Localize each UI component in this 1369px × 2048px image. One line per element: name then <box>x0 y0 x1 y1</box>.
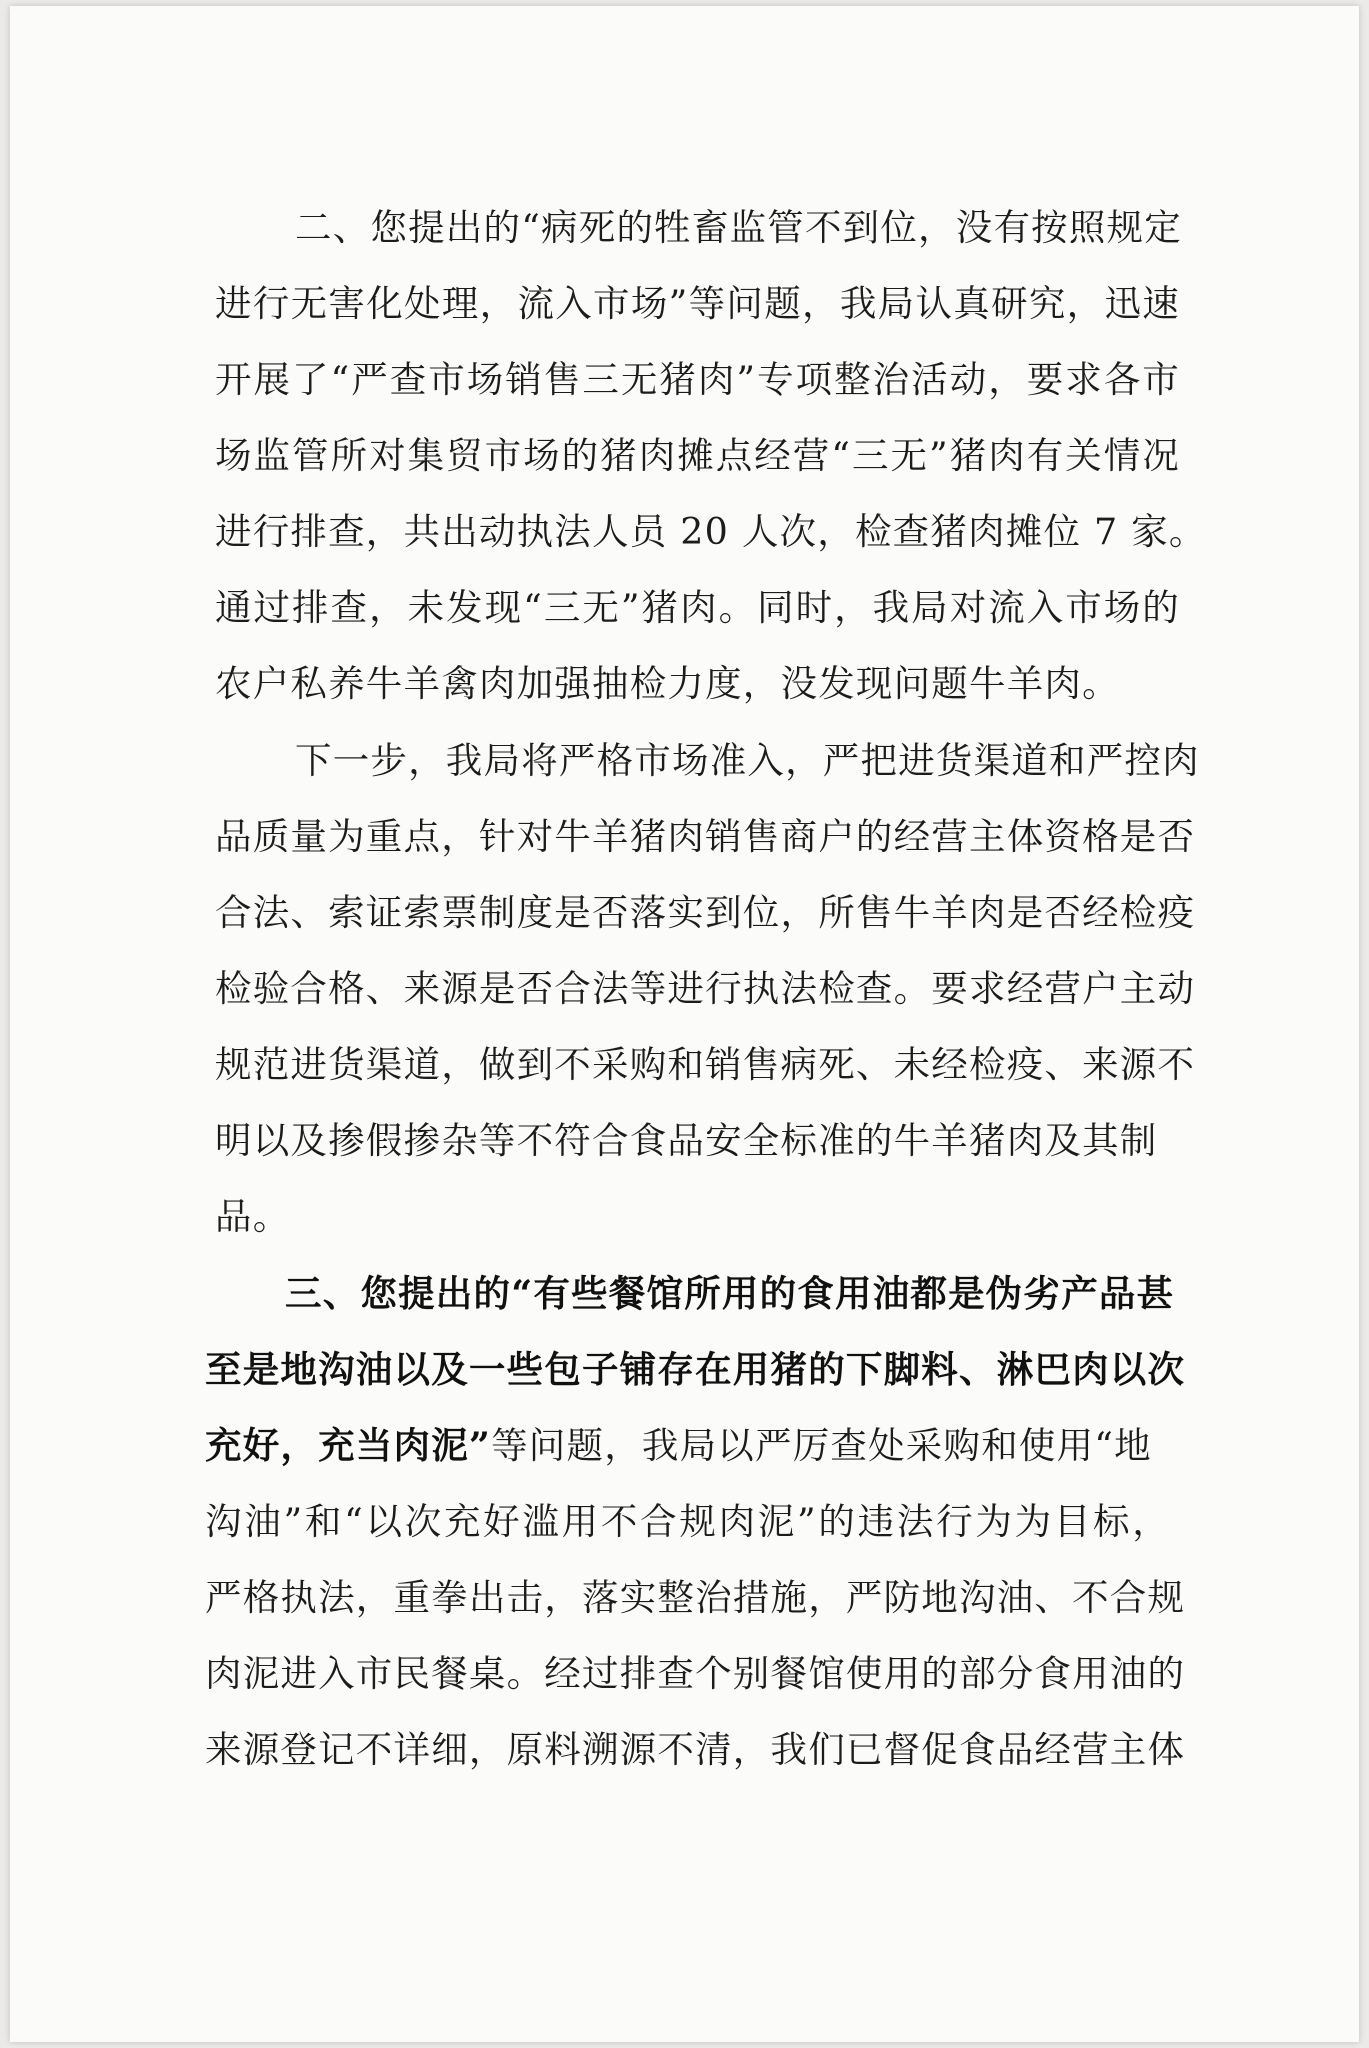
section-2-line-1: 二、您提出的“病死的牲畜监管不到位，没有按照规定 <box>295 206 1182 249</box>
next-step-line-5: 规范进货渠道，做到不采购和销售病死、未经检疫、来源不 <box>215 1043 1196 1086</box>
document-page <box>10 6 1359 2042</box>
section-3-line-4: 沟油”和“以次充好滥用不合规肉泥”的违法行为为目标， <box>205 1500 1170 1543</box>
next-step-line-4: 检验合格、来源是否合法等进行执法检查。要求经营户主动 <box>215 967 1196 1010</box>
section-3-line-3-regular: 等问题，我局以严厉查处采购和使用“地 <box>491 1424 1152 1467</box>
section-3-line-5: 严格执法，重拳出击，落实整治措施，严防地沟油、不合规 <box>205 1576 1186 1619</box>
next-step-line-2: 品质量为重点，针对牛羊猪肉销售商户的经营主体资格是否 <box>215 815 1196 858</box>
section-2-line-6: 通过排查，未发现“三无”猪肉。同时，我局对流入市场的 <box>215 586 1180 629</box>
section-3-line-1: 三、您提出的“有些餐馆所用的食用油都是伪劣产品甚 <box>285 1272 1175 1315</box>
next-step-line-3: 合法、索证索票制度是否落实到位，所售牛羊肉是否经检疫 <box>215 891 1196 934</box>
section-2-line-5: 进行排查，共出动执法人员 20 人次，检查猪肉摊位 7 家。 <box>215 510 1207 553</box>
section-2-line-2: 进行无害化处理，流入市场”等问题，我局认真研究，迅速 <box>215 282 1180 325</box>
section-3-line-7: 来源登记不详细，原料溯源不清，我们已督促食品经营主体 <box>205 1728 1186 1771</box>
section-3-line-6: 肉泥进入市民餐桌。经过排查个别餐馆使用的部分食用油的 <box>205 1652 1186 1695</box>
next-step-line-6: 明以及掺假掺杂等不符合食品安全标准的牛羊猪肉及其制 <box>215 1119 1158 1162</box>
section-2-line-7: 农户私养牛羊禽肉加强抽检力度，没发现问题牛羊肉。 <box>215 662 1120 705</box>
section-2-line-4: 场监管所对集贸市场的猪肉摊点经营“三无”猪肉有关情况 <box>215 434 1180 477</box>
section-2-line-3: 开展了“严查市场销售三无猪肉”专项整治活动，要求各市 <box>215 358 1180 401</box>
section-3-line-3 <box>205 1416 1170 1476</box>
section-3-line-2: 至是地沟油以及一些包子铺存在用猪的下脚料、淋巴肉以次 <box>205 1348 1186 1391</box>
next-step-line-1: 下一步，我局将严格市场准入，严把进货渠道和严控肉 <box>295 739 1200 782</box>
next-step-line-7: 品。 <box>215 1195 291 1238</box>
section-3-line-3-bold: 充好，充当肉泥” <box>205 1424 492 1467</box>
